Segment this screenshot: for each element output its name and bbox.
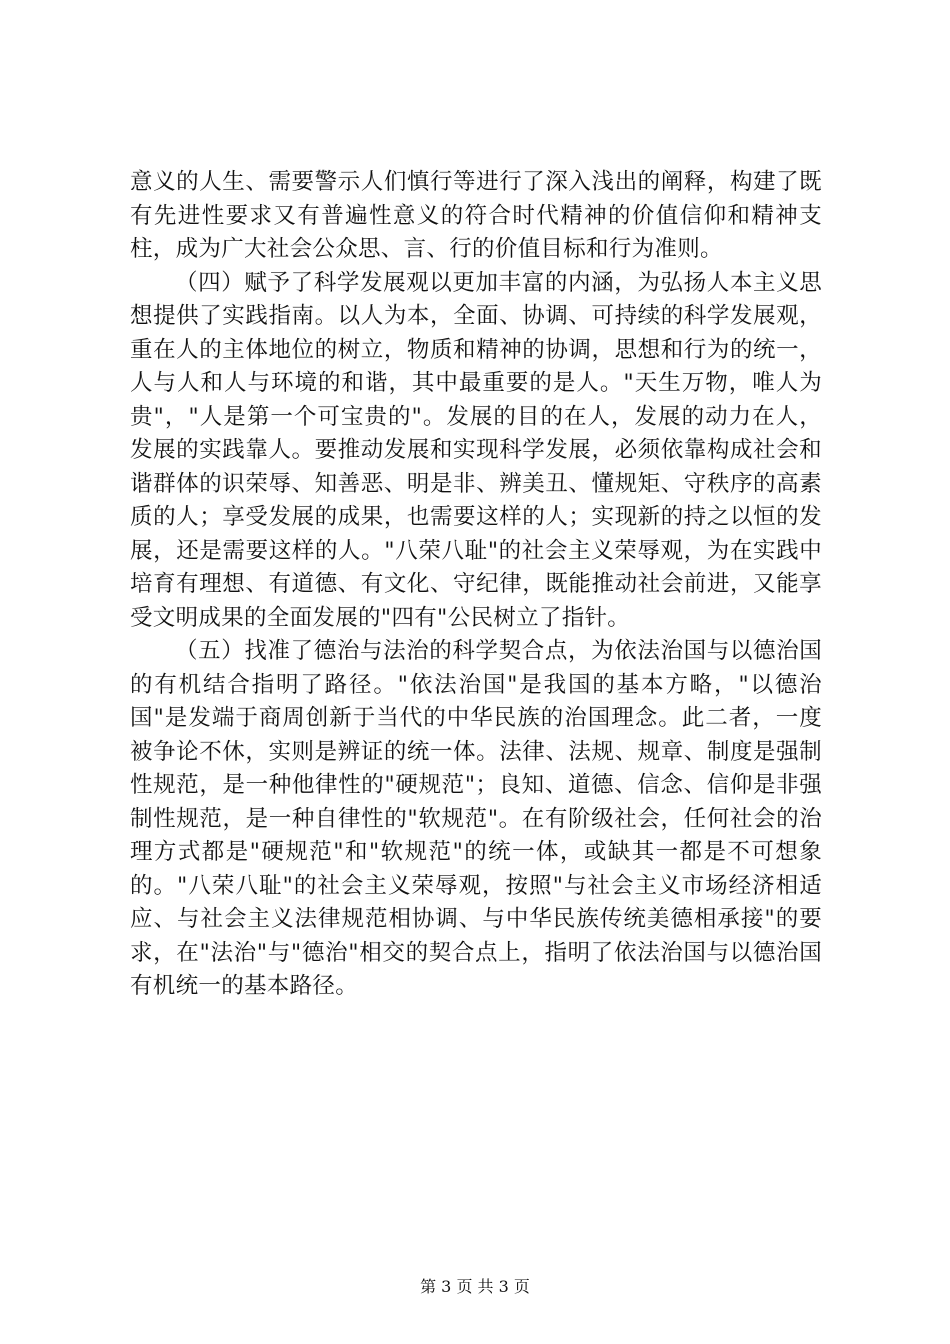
document-body — [130, 166, 822, 1004]
page-number-footer: 第 3 页 共 3 页 — [420, 1277, 530, 1296]
paragraph-section-four: （四）赋予了科学发展观以更加丰富的内涵，为弘扬人本主义思想提供了实践指南。以人为本，全面、协调、可持续的科学发展观，重在人的主体地位的树立，物质和精神的协调，思想和行为的统一，人与人和人与环境的和谐，其中最重要的是人。"天生万物，唯人为贵"，"人是第一个可宝贵的"。发展的目的在人，发展的动力在人，发展的实践靠人。要推动发展和实现科学发展，必须依靠构成社会和谐群体的识荣辱、知善恶、明是非、辨美丑、懂规矩、守秩序的高素质的人；享受发展的成果，也需要这样的人；实现新的持之以恒的发展，还是需要这样的人。"八荣八耻"的社会主义荣辱观，为在实践中培育有理想、有道德、有文化、守纪律，既能推动社会前进，又能享受文明成果的全面发展的"四有"公民树立了指针。 — [130, 269, 822, 631]
paragraph-section-five: （五）找准了德治与法治的科学契合点，为依法治国与以德治国的有机结合指明了路径。"依法治国"是我国的基本方略，"以德治国"是发端于商周创新于当代的中华民族的治国理念。此二者，一度被争论不休，实则是辨证的统一体。法律、法规、规章、制度是强制性规范，是一种他律性的"硬规范"；良知、道德、信念、信仰是非强制性规范，是一种自律性的"软规范"。在有阶级社会，任何社会的治理方式都是"硬规范"和"软规范"的统一体，或缺其一都是不可想象的。"八荣八耻"的社会主义荣辱观，按照"与社会主义市场经济相适应、与社会主义法律规范相协调、与中华民族传统美德相承接"的要求，在"法治"与"德治"相交的契合点上，指明了依法治国与以德治国有机统一的基本路径。 — [130, 638, 822, 999]
paragraph-continuation: 意义的人生、需要警示人们慎行等进行了深入浅出的阐释，构建了既有先进性要求又有普遍性意义的符合时代精神的价值信仰和精神支柱，成为广大社会公众思、言、行的价值目标和行为准则。 — [130, 169, 822, 262]
